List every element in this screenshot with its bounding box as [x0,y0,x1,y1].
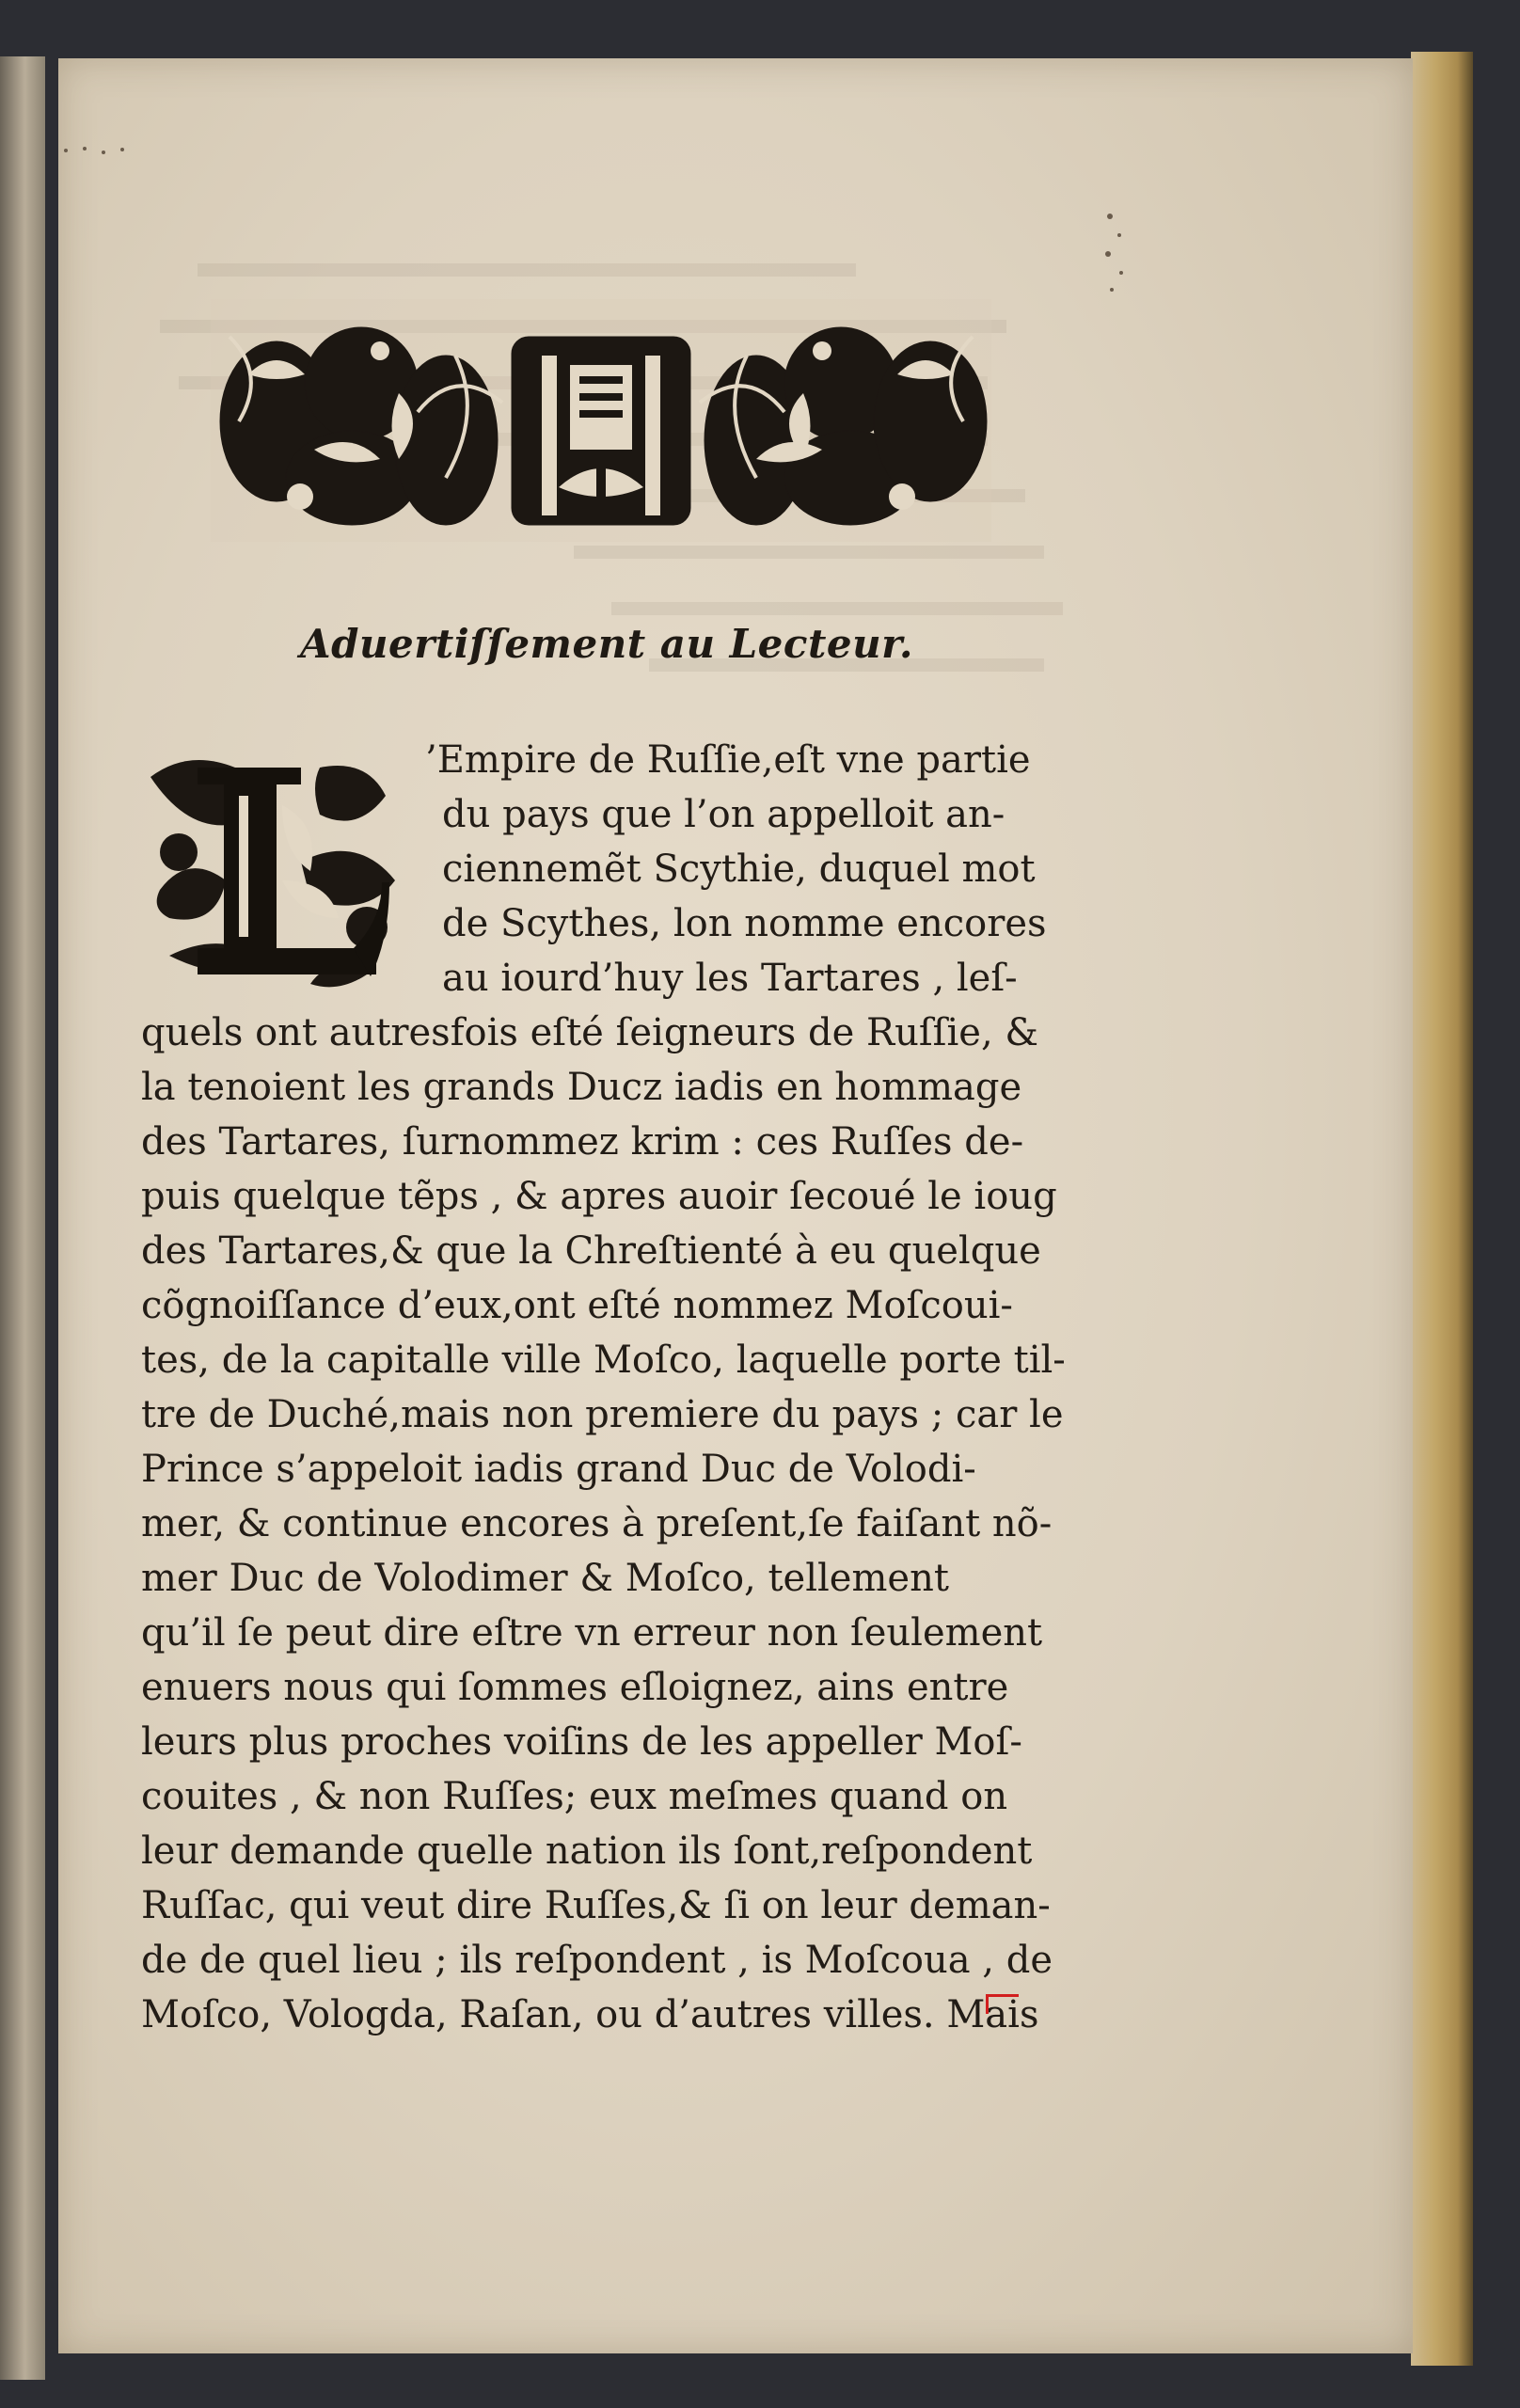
body-line: cõgnoiſſance d’eux,ont eſté nommez Moſcoui- [141,1284,1013,1327]
ink-speck [56,141,141,160]
body-line: Prince s’appeloit iadis grand Duc de Volodi- [141,1448,976,1491]
page-heading: Aduertiſſement au Lecteur. [299,621,914,667]
body-line: de Scythes, lon nomme encores [442,902,1047,945]
body-line: mer, & continue encores à preſent,ſe faiſant nõ- [141,1502,1053,1545]
body-line: leur demande quelle nation ils ſont,reſpondent [141,1830,1033,1873]
red-corner-marker [986,1994,1019,2014]
body-line: qu’il ſe peut dire eſtre vn erreur non ſeulement [141,1611,1043,1655]
body-line: des Tartares, ſurnommez krim : ces Ruſſes de- [141,1120,1024,1164]
body-line: la tenoient les grands Ducz iadis en hommage [141,1066,1022,1109]
body-line: quels ont autresfois eſté ſeigneurs de Ruſſie, & [141,1011,1038,1054]
body-line: de de quel lieu ; ils reſpondent , is Moſcoua , de [141,1939,1053,1982]
decorated-dropcap-letter [141,749,408,997]
body-line: couites , & non Ruſſes; eux meſmes quand on [141,1775,1008,1818]
body-line: puis quelque tẽps , & apres auoir ſecoué le ioug [141,1175,1057,1218]
body-line: ciennemẽt Scythie, duquel mot [442,848,1036,891]
body-line: Moſco, Vologda, Raſan, ou d’autres villes. Mais [141,1993,1039,2036]
facing-page-edge [0,56,45,2380]
body-line: enuers nous qui ſommes eſloignez, ains entre [141,1666,1009,1709]
body-line: du pays que l’on appelloit an- [442,793,1005,836]
body-line: tre de Duché,mais non premiere du pays ; car le [141,1393,1064,1436]
body-line: Ruſſac, qui veut dire Ruſſes,& ſi on leur deman- [141,1884,1051,1927]
body-line: tes, de la capitalle ville Moſco, laquelle porte til- [141,1339,1066,1382]
book-fore-edge [1411,52,1473,2366]
body-line: au iourd’huy les Tartares , leſ- [442,957,1018,1000]
body-line: mer Duc de Volodimer & Moſco, tellement [141,1557,949,1600]
body-line: des Tartares,& que la Chreſtienté à eu quelque [141,1229,1041,1273]
dropcap-letter-text: L [141,749,142,750]
woodcut-headpiece-ornament [211,299,991,542]
body-line: ’Empire de Ruſſie,eſt vne partie [425,738,1031,782]
body-line: leurs plus proches voiſins de les appeller Moſ- [141,1720,1022,1764]
ink-speck [1091,207,1138,301]
